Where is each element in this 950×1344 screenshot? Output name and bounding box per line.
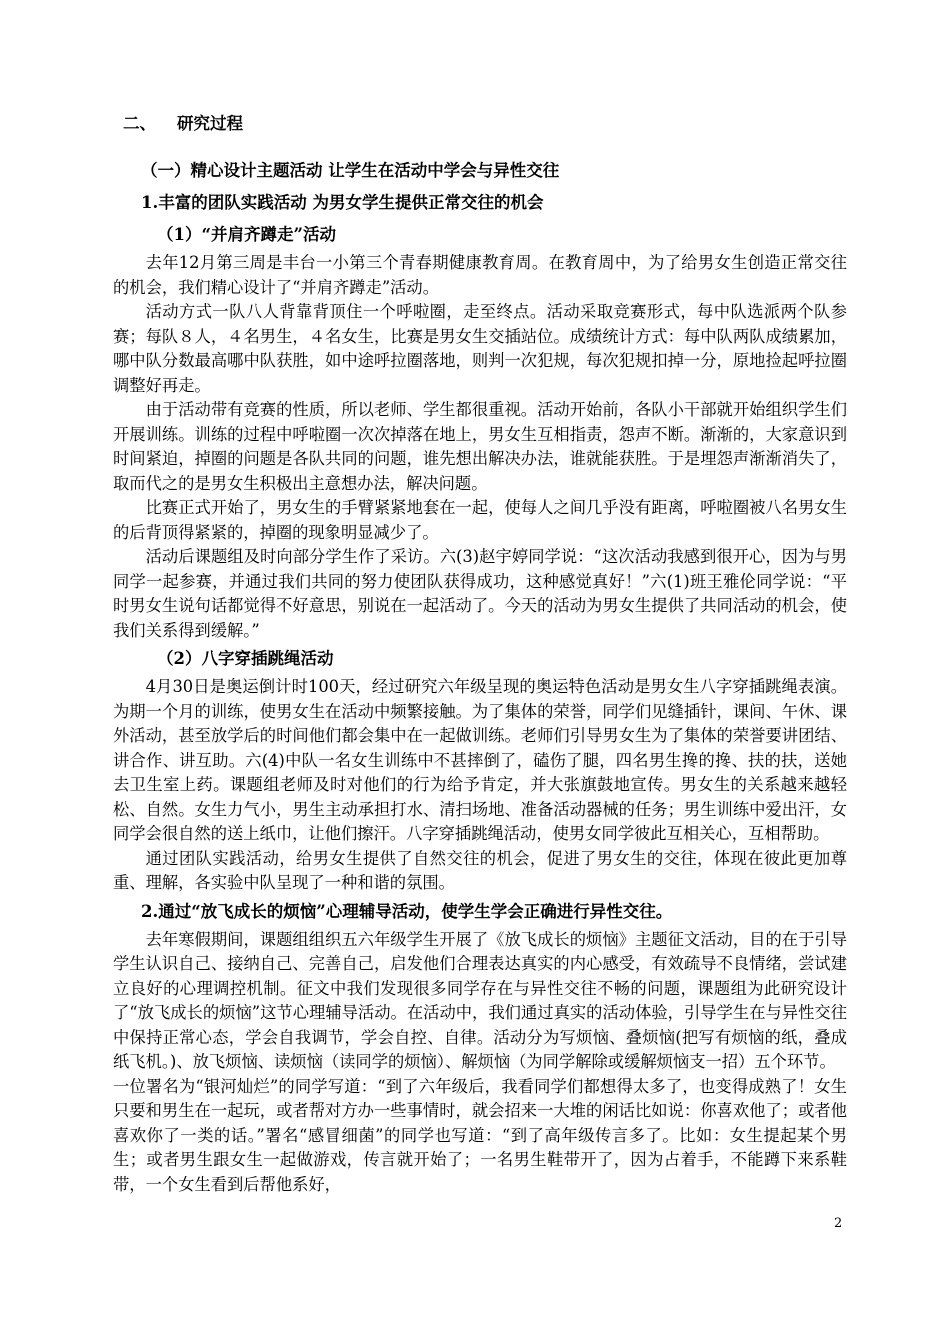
- activity-heading-1: （1）“并肩齐蹲走”活动: [157, 225, 336, 244]
- paragraph: 去年寒假期间，课题组组织五六年级学生开展了《放飞成长的烦恼》主题征文活动，目的在于引导学生认识自己、接纳自己、完善自己，启发他们合理表达真实的内心感受，有效疏导不良情绪，尝试建立良好的心理调控机制。征文中我们发现很多同学存在与异性交往不畅的问题，课题组为此研究设计了“放飞成长的烦恼”这节心理辅导活动。在活动中，我们通过真实的活动体验，引导学生在与异性交往中保持正常心态，学会自我调节，学会自控、自律。活动分为写烦恼、叠烦恼(把写有烦恼的纸，叠成纸飞机。)、放飞烦恼、读烦恼（读同学的烦恼）、解烦恼（为同学解除或缓解烦恼支一招）五个环节。: [113, 929, 847, 1071]
- activity-heading-2: （2）八字穿插跳绳活动: [157, 649, 334, 668]
- paragraph: 通过团队实践活动，给男女生提供了自然交往的机会，促进了男女生的交往，体现在彼此更加尊重、理解，各实验中队呈现了一种和谐的氛围。: [113, 848, 847, 892]
- paragraph: 活动后课题组及时向部分学生作了采访。六(3)赵宇婷同学说：“这次活动我感到很开心，因为与男同学一起参赛，并通过我们共同的努力使团队获得成功，这种感觉真好！”六(1)班王雅伦同学说：“平时男女生说句话都觉得不好意思，别说在一起活动了。今天的活动为男女生提供了共同活动的机会，使我们关系得到缓解。”: [113, 547, 847, 640]
- section-number: 二、: [123, 114, 156, 133]
- section-title: 研究过程: [177, 114, 243, 133]
- paragraph: 4月30日是奥运倒计时100天，经过研究六年级呈现的奥运特色活动是男女生八字穿插跳绳表演。为期一个月的训练，使男女生在活动中频繁接触。为了集体的荣誉，同学们见缝插针，课间、午休、课外活动，甚至放学后的时间他们都会集中在一起做训练。老师们引导男女生为了集体的荣誉要讲团结、讲合作、讲互助。六(4)中队一名女生训练中不甚摔倒了，磕伤了腿，四名男生搀的搀、扶的扶，送她去卫生室上药。课题组老师及时对他们的行为给予肯定，并大张旗鼓地宣传。男女生的关系越来越轻松、自然。女生力气小，男生主动承担打水、清扫场地、准备活动器械的任务；男生训练中爱出汗，女同学会很自然的送上纸巾，让他们擦汗。八字穿插跳绳活动，使男女同学彼此互相关心，互相帮助。: [113, 677, 847, 843]
- paragraph: 去年12月第三周是丰台一小第三个青春期健康教育周。在教育周中，为了给男女生创造正常交往的机会，我们精心设计了“并肩齐蹲走”活动。: [113, 253, 847, 297]
- page-number: 2: [834, 1216, 843, 1231]
- document-body: [113, 108, 847, 1197]
- paragraph: 活动方式一队八人背靠背顶住一个呼啦圈，走至终点。活动采取竞赛形式，每中队选派两个队参赛；每队８人，４名男生，４名女生，比赛是男女生交插站位。成绩统计方式：每中队两队成绩累加，哪中队分数最高哪中队获胜，如中途呼拉圈落地，则判一次犯规，每次犯规扣掉一分，原地捡起呼拉圈调整好再走。: [113, 302, 847, 395]
- section-heading: [123, 108, 847, 140]
- paragraph: 一位署名为“银河灿烂”的同学写道：“到了六年级后，我看同学们都想得太多了，也变得成熟了！女生只要和男生在一起玩，或者帮对方办一些事情时，就会招来一大堆的闲话比如说：你喜欢他了；或者他喜欢你了一类的话。”署名“感冒细菌”的同学也写道：“到了高年级传言多了。比如：女生提起某个男生；或者男生跟女生一起做游戏，传言就开始了；一名男生鞋带开了，因为占着手，不能蹲下来系鞋带，一个女生看到后帮他系好，: [113, 1076, 847, 1194]
- paragraph: 由于活动带有竞赛的性质，所以老师、学生都很重视。活动开始前，各队小干部就开始组织学生们开展训练。训练的过程中呼啦圈一次次掉落在地上，男女生互相指责，怨声不断。渐渐的，大家意识到时间紧迫，掉圈的问题是各队共同的问题，谁先想出解决办法，谁就能获胜。于是埋怨声渐渐消失了，取而代之的是男女生积极出主意想办法，解决问题。: [113, 400, 847, 493]
- paragraph: 比赛正式开始了，男女生的手臂紧紧地套在一起，使每人之间几乎没有距离，呼啦圈被八名男女生的后背顶得紧紧的，掉圈的现象明显减少了。: [113, 498, 847, 542]
- subsubsection-heading-2: 2.通过“放飞成长的烦恼”心理辅导活动，使学生学会正确进行异性交往。: [141, 901, 673, 921]
- subsubsection-heading-1: 1.丰富的团队实践活动 为男女学生提供正常交往的机会: [141, 193, 544, 212]
- subsection-heading: （一）精心设计主题活动 让学生在活动中学会与异性交往: [141, 161, 560, 180]
